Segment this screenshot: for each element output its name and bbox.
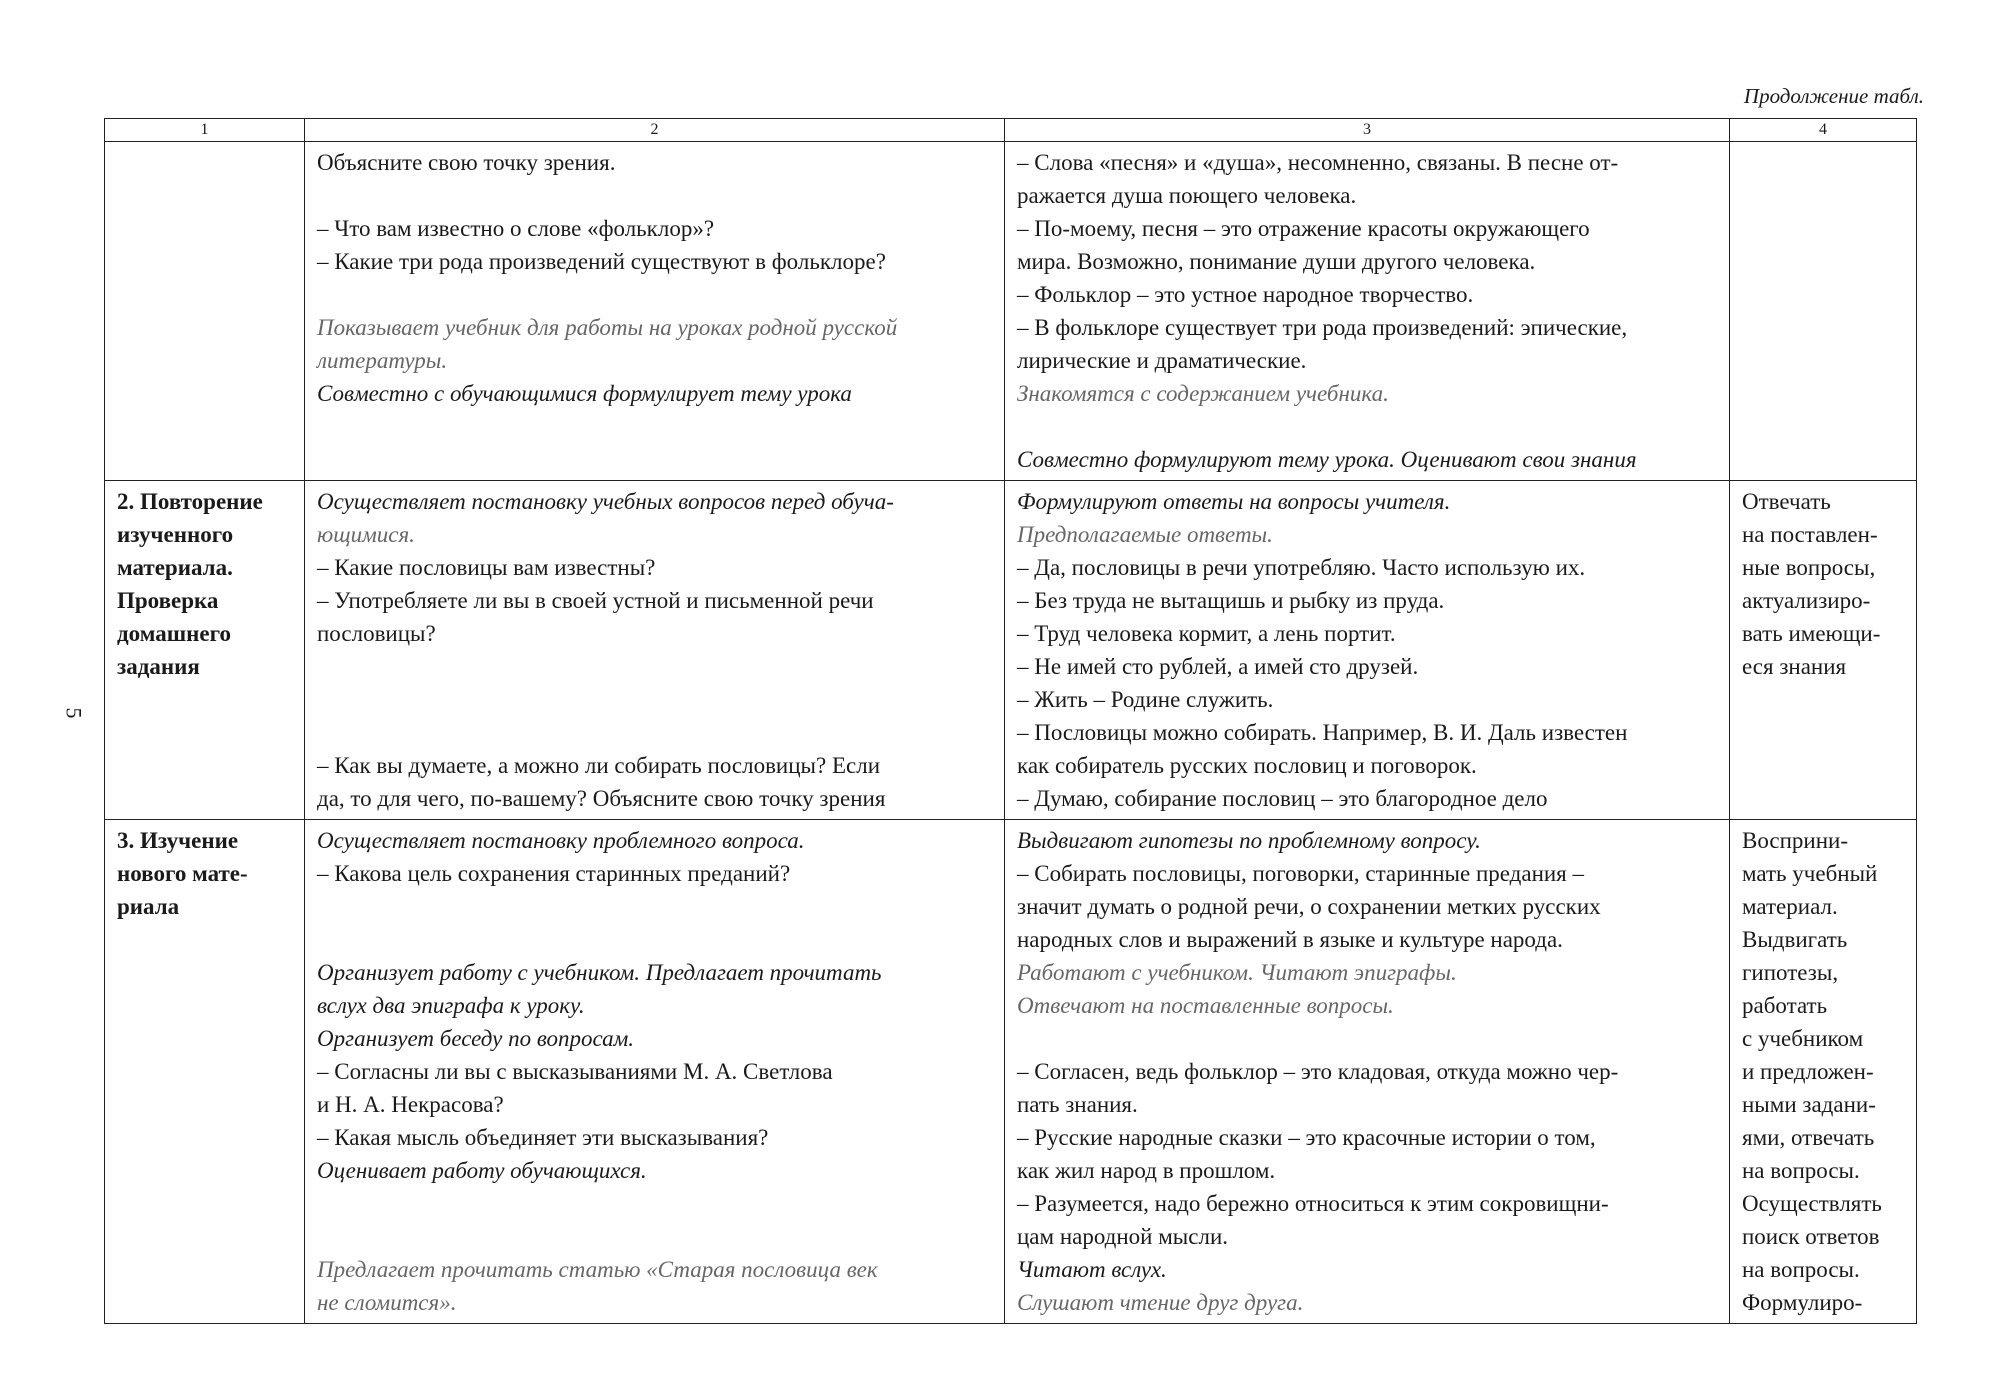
- text-line: на поставлен-: [1742, 522, 1878, 547]
- text-line: на вопросы.: [1742, 1257, 1860, 1282]
- stage-cell: [105, 820, 305, 1324]
- text-line: – Какие три рода произведений существуют в фольклоре?: [317, 249, 886, 274]
- student-activity-cell: [1005, 820, 1730, 1324]
- text-line: материал.: [1742, 894, 1838, 919]
- text-line: ные вопросы,: [1742, 555, 1876, 580]
- text-line: 2. Повторение: [117, 489, 263, 514]
- table-caption: Продолжение табл.: [1743, 84, 1924, 108]
- text-line: мать учебный: [1742, 861, 1878, 886]
- text-line: риала: [117, 894, 180, 919]
- text-line: – Что вам известно о слове «фольклор»?: [317, 216, 715, 241]
- learning-actions-cell: [1730, 481, 1917, 820]
- text-line: литературы.: [317, 348, 448, 373]
- text-line: – Труд человека кормит, а лень портит.: [1017, 621, 1396, 646]
- text-line: Совместно формулируют тему урока. Оценивают свои знания: [1017, 447, 1637, 472]
- text-line: Слушают чтение друг друга.: [1017, 1290, 1304, 1315]
- text-line: Оценивает работу обучающихся.: [317, 1158, 647, 1183]
- text-line: – Какая мысль объединяет эти высказывания?: [317, 1125, 769, 1150]
- text-line: Работают с учебником. Читают эпиграфы.: [1017, 960, 1457, 985]
- text-line: вслух два эпиграфа к уроку.: [317, 993, 585, 1018]
- text-line: [317, 650, 994, 683]
- text-line: – Употребляете ли вы в своей устной и письменной речи: [317, 588, 874, 613]
- text-line: Организует беседу по вопросам.: [317, 1026, 635, 1051]
- text-line: – Думаю, собирание пословиц – это благородное дело: [1017, 786, 1548, 811]
- text-line: и Н. А. Некрасова?: [317, 1092, 504, 1117]
- text-line: Показывает учебник для работы на уроках родной русской: [317, 315, 898, 340]
- text-line: [1017, 410, 1719, 443]
- teacher-activity-cell: [305, 481, 1005, 820]
- text-line: народных слов и выражений в языке и культуре народа.: [1017, 927, 1563, 952]
- text-line: пословицы?: [317, 621, 436, 646]
- text-line: Предлагает прочитать статью «Старая пословица век: [317, 1257, 878, 1282]
- text-line: поиск ответов: [1742, 1224, 1880, 1249]
- lesson-plan-table: [104, 118, 1917, 1324]
- text-line: – Без труда не вытащишь и рыбку из пруда.: [1017, 588, 1445, 613]
- text-line: Осуществляет постановку проблемного вопроса.: [317, 828, 805, 853]
- text-line: работать: [1742, 993, 1828, 1018]
- text-line: – Пословицы можно собирать. Например, В. И. Даль известен: [1017, 720, 1628, 745]
- text-line: с учебником: [1742, 1026, 1864, 1051]
- text-line: материала.: [117, 555, 233, 580]
- text-line: Формулируют ответы на вопросы учителя.: [1017, 489, 1451, 514]
- text-line: вать имеющи-: [1742, 621, 1881, 646]
- text-line: [317, 278, 994, 311]
- text-line: Предполагаемые ответы.: [1017, 522, 1273, 547]
- text-line: пать знания.: [1017, 1092, 1138, 1117]
- student-activity-cell: [1005, 142, 1730, 481]
- table-row: [105, 481, 1917, 820]
- teacher-activity-cell: [305, 820, 1005, 1324]
- text-line: изученного: [117, 522, 234, 547]
- student-activity-cell: [1005, 481, 1730, 820]
- text-line: – Разумеется, надо бережно относиться к этим сокровищни-: [1017, 1191, 1609, 1216]
- text-line: как собиратель русских пословиц и поговорок.: [1017, 753, 1477, 778]
- text-line: Организует работу с учебником. Предлагает прочитать: [317, 960, 882, 985]
- text-line: – По-моему, песня – это отражение красоты окружающего: [1017, 216, 1590, 241]
- text-line: задания: [117, 654, 200, 679]
- text-line: цам народной мысли.: [1017, 1224, 1228, 1249]
- column-number: 3: [1005, 119, 1730, 142]
- text-line: лирические и драматические.: [1017, 348, 1307, 373]
- text-line: – Фольклор – это устное народное творчество.: [1017, 282, 1474, 307]
- text-line: [317, 890, 994, 923]
- text-line: как жил народ в прошлом.: [1017, 1158, 1276, 1183]
- text-line: Выдвигать: [1742, 927, 1848, 952]
- text-line: [317, 1220, 994, 1253]
- text-line: Объясните свою точку зрения.: [317, 150, 616, 175]
- text-line: не сломится».: [317, 1290, 457, 1315]
- text-line: Проверка: [117, 588, 219, 613]
- text-line: – Какие пословицы вам известны?: [317, 555, 656, 580]
- text-line: – Согласен, ведь фольклор – это кладовая, откуда можно чер-: [1017, 1059, 1619, 1084]
- text-line: и предложен-: [1742, 1059, 1874, 1084]
- text-line: домашнего: [117, 621, 231, 646]
- text-line: актуализиро-: [1742, 588, 1871, 613]
- text-line: [317, 179, 994, 212]
- column-number: 2: [305, 119, 1005, 142]
- text-line: – Не имей сто рублей, а имей сто друзей.: [1017, 654, 1419, 679]
- text-line: Знакомятся с содержанием учебника.: [1017, 381, 1389, 406]
- text-line: Отвечают на поставленные вопросы.: [1017, 993, 1394, 1018]
- text-line: – Жить – Родине служить.: [1017, 687, 1274, 712]
- text-line: [317, 1187, 994, 1220]
- text-line: ражается душа поющего человека.: [1017, 183, 1357, 208]
- text-line: гипотезы,: [1742, 960, 1839, 985]
- text-line: [317, 716, 994, 749]
- table-header-row: [105, 119, 1917, 142]
- stage-cell: [105, 481, 305, 820]
- text-line: на вопросы.: [1742, 1158, 1860, 1183]
- text-line: [317, 923, 994, 956]
- text-line: [317, 683, 994, 716]
- text-line: Осуществлять: [1742, 1191, 1882, 1216]
- teacher-activity-cell: [305, 142, 1005, 481]
- table-row: [105, 142, 1917, 481]
- learning-actions-cell: [1730, 820, 1917, 1324]
- column-number: 1: [105, 119, 305, 142]
- text-line: да, то для чего, по-вашему? Объясните свою точку зрения: [317, 786, 886, 811]
- column-number: 4: [1730, 119, 1917, 142]
- text-line: значит думать о родной речи, о сохранении метких русских: [1017, 894, 1601, 919]
- text-line: – Собирать пословицы, поговорки, старинные предания –: [1017, 861, 1585, 886]
- text-line: еся знания: [1742, 654, 1847, 679]
- text-line: Восприни-: [1742, 828, 1849, 853]
- text-line: – Слова «песня» и «душа», несомненно, связаны. В песне от-: [1017, 150, 1619, 175]
- text-line: [1017, 1022, 1719, 1055]
- text-line: – Как вы думаете, а можно ли собирать пословицы? Если: [317, 753, 881, 778]
- text-line: – Согласны ли вы с высказываниями М. А. Светлова: [317, 1059, 833, 1084]
- page-number: 5: [61, 707, 87, 719]
- text-line: Отвечать: [1742, 489, 1831, 514]
- text-line: Выдвигают гипотезы по проблемному вопросу.: [1017, 828, 1481, 853]
- text-line: – Русские народные сказки – это красочные истории о том,: [1017, 1125, 1596, 1150]
- text-line: Совместно с обучающимися формулирует тему урока: [317, 381, 852, 406]
- text-line: ющимися.: [317, 522, 415, 547]
- text-line: Читают вслух.: [1017, 1257, 1167, 1282]
- text-line: – В фольклоре существует три рода произведений: эпические,: [1017, 315, 1628, 340]
- text-line: нового мате-: [117, 861, 248, 886]
- learning-actions-cell: [1730, 142, 1917, 481]
- text-line: ями, отвечать: [1742, 1125, 1875, 1150]
- text-line: мира. Возможно, понимание души другого человека.: [1017, 249, 1536, 274]
- text-line: Осуществляет постановку учебных вопросов перед обуча-: [317, 489, 894, 514]
- text-line: ными задани-: [1742, 1092, 1876, 1117]
- table-row: [105, 820, 1917, 1324]
- text-line: – Да, пословицы в речи употребляю. Часто использую их.: [1017, 555, 1586, 580]
- text-line: Формулиро-: [1742, 1290, 1863, 1315]
- stage-cell: [105, 142, 305, 481]
- text-line: – Какова цель сохранения старинных преданий?: [317, 861, 791, 886]
- text-line: 3. Изучение: [117, 828, 239, 853]
